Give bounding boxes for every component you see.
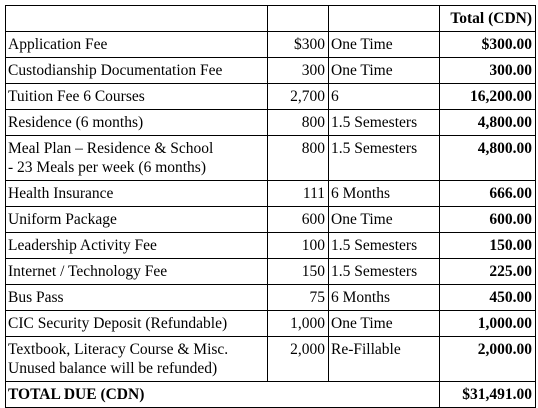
row-description: CIC Security Deposit (Refundable) — [6, 311, 268, 337]
row-amount: 1,000 — [268, 311, 329, 337]
table-row — [6, 233, 536, 259]
row-description: Uniform Package — [6, 207, 268, 233]
row-term: Re-Fillable — [329, 337, 440, 382]
row-amount: 100 — [268, 233, 329, 259]
table-row — [6, 311, 536, 337]
fees-table — [5, 5, 536, 408]
row-term: One Time — [329, 32, 440, 58]
row-term: One Time — [329, 207, 440, 233]
row-amount: 800 — [268, 136, 329, 181]
header-empty-cell — [268, 6, 329, 32]
row-description-line: Textbook, Literacy Course & Misc. — [8, 341, 229, 358]
row-amount: 600 — [268, 207, 329, 233]
row-description — [6, 136, 268, 181]
row-amount: 300 — [268, 58, 329, 84]
row-amount: 111 — [268, 181, 329, 207]
row-term: 6 — [329, 84, 440, 110]
row-total: 300.00 — [440, 58, 536, 84]
row-term: 1.5 Semesters — [329, 136, 440, 181]
row-total: 600.00 — [440, 207, 536, 233]
total-due-row — [6, 382, 536, 408]
row-amount: 2,700 — [268, 84, 329, 110]
row-total: 2,000.00 — [440, 337, 536, 382]
row-description: Application Fee — [6, 32, 268, 58]
row-description — [6, 337, 268, 382]
row-amount: 800 — [268, 110, 329, 136]
row-term: 6 Months — [329, 285, 440, 311]
row-term: One Time — [329, 58, 440, 84]
row-total: 4,800.00 — [440, 110, 536, 136]
row-description: Leadership Activity Fee — [6, 233, 268, 259]
table-row — [6, 58, 536, 84]
table-row — [6, 285, 536, 311]
row-description: Residence (6 months) — [6, 110, 268, 136]
table-row — [6, 207, 536, 233]
row-term: 1.5 Semesters — [329, 233, 440, 259]
table-row — [6, 337, 536, 382]
row-total: 450.00 — [440, 285, 536, 311]
row-total: $300.00 — [440, 32, 536, 58]
table-header-row — [6, 6, 536, 32]
row-description-line: Meal Plan – Residence & School — [8, 140, 214, 157]
row-total: 1,000.00 — [440, 311, 536, 337]
row-description: Tuition Fee 6 Courses — [6, 84, 268, 110]
row-description: Custodianship Documentation Fee — [6, 58, 268, 84]
row-amount: $300 — [268, 32, 329, 58]
row-description-line: Unused balance will be refunded) — [8, 360, 218, 377]
row-total: 666.00 — [440, 181, 536, 207]
row-term: 1.5 Semesters — [329, 259, 440, 285]
row-description-line: - 23 Meals per week (6 months) — [8, 159, 207, 176]
header-empty-cell — [6, 6, 268, 32]
row-amount: 75 — [268, 285, 329, 311]
table-row — [6, 181, 536, 207]
row-total: 4,800.00 — [440, 136, 536, 181]
table-row — [6, 259, 536, 285]
row-term: One Time — [329, 311, 440, 337]
row-amount: 2,000 — [268, 337, 329, 382]
row-total: 150.00 — [440, 233, 536, 259]
total-due-label: TOTAL DUE (CDN) — [6, 382, 440, 408]
table-row — [6, 136, 536, 181]
table-row — [6, 84, 536, 110]
table-row — [6, 32, 536, 58]
row-term: 1.5 Semesters — [329, 110, 440, 136]
row-term: 6 Months — [329, 181, 440, 207]
row-total: 225.00 — [440, 259, 536, 285]
total-due-amount: $31,491.00 — [440, 382, 536, 408]
row-description: Bus Pass — [6, 285, 268, 311]
header-empty-cell — [329, 6, 440, 32]
row-description: Internet / Technology Fee — [6, 259, 268, 285]
row-amount: 150 — [268, 259, 329, 285]
row-total: 16,200.00 — [440, 84, 536, 110]
table-row — [6, 110, 536, 136]
header-total-label: Total (CDN) — [440, 6, 536, 32]
row-description: Health Insurance — [6, 181, 268, 207]
